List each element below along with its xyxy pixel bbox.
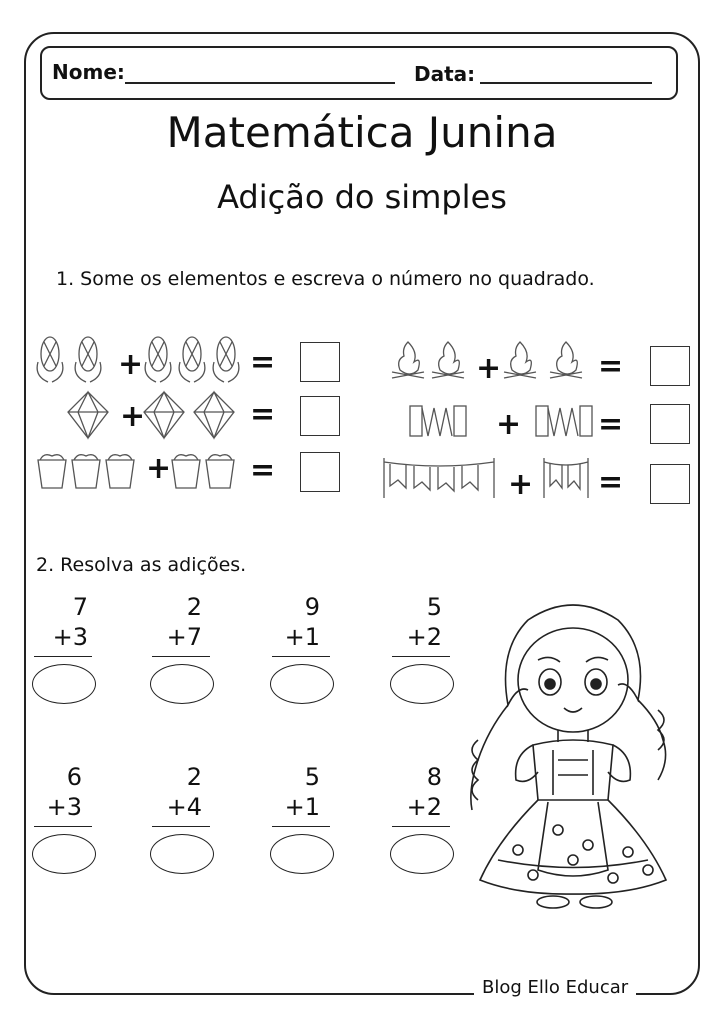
addition-problem: 9 +1: [284, 593, 320, 651]
answer-oval[interactable]: [150, 834, 214, 874]
bonfire-icon: [388, 338, 472, 384]
header-box: [40, 46, 678, 100]
answer-oval[interactable]: [32, 664, 96, 704]
plus-sign: +: [508, 467, 534, 502]
answer-box[interactable]: [300, 342, 340, 382]
addition-problem: 7 +3: [52, 593, 88, 651]
answer-line: [392, 826, 450, 827]
answer-oval[interactable]: [270, 834, 334, 874]
answer-box[interactable]: [650, 346, 690, 386]
date-label: Data:: [414, 62, 476, 86]
answer-box[interactable]: [650, 404, 690, 444]
date-field[interactable]: [480, 82, 652, 84]
answer-box[interactable]: [300, 396, 340, 436]
answer-line: [272, 826, 330, 827]
answer-box[interactable]: [300, 452, 340, 492]
footer-credit: Blog Ello Educar: [474, 977, 636, 998]
bunting-flags-icon: [380, 456, 498, 500]
balloon-lantern-icon: [140, 390, 240, 440]
addition-problem: 2 +4: [166, 763, 202, 821]
plus-sign: +: [496, 407, 522, 442]
equals-sign: =: [598, 407, 624, 442]
answer-oval[interactable]: [32, 834, 96, 874]
answer-line: [392, 656, 450, 657]
festa-junina-girl-illustration: [458, 590, 688, 910]
equals-sign: =: [250, 397, 276, 432]
bonfire-icon: [500, 338, 590, 384]
name-field[interactable]: [125, 82, 395, 84]
popcorn-icon: [34, 450, 140, 490]
answer-line: [152, 656, 210, 657]
answer-line: [34, 656, 92, 657]
name-label: Nome:: [52, 60, 125, 84]
equals-sign: =: [250, 345, 276, 380]
accordion-icon: [408, 402, 468, 440]
addition-problem: 2 +7: [166, 593, 202, 651]
addition-problem: 5 +1: [284, 763, 320, 821]
equals-sign: =: [250, 453, 276, 488]
equals-sign: =: [598, 349, 624, 384]
equals-sign: =: [598, 465, 624, 500]
popcorn-icon: [168, 450, 240, 490]
accordion-icon: [534, 402, 594, 440]
addition-problem: 6 +3: [46, 763, 82, 821]
page-title: Matemática Junina: [166, 108, 558, 157]
section1-instruction: 1. Some os elementos e escreva o número no quadrado.: [56, 268, 595, 290]
answer-line: [152, 826, 210, 827]
balloon-lantern-icon: [64, 390, 112, 440]
plus-sign: +: [118, 347, 144, 382]
addition-problem: 5 +2: [406, 593, 442, 651]
corn-icon: [140, 332, 245, 384]
answer-line: [34, 826, 92, 827]
answer-oval[interactable]: [390, 664, 454, 704]
plus-sign: +: [120, 399, 146, 434]
page-subtitle: Adição do simples: [217, 178, 507, 216]
addition-problem: 8 +2: [406, 763, 442, 821]
answer-oval[interactable]: [390, 834, 454, 874]
answer-line: [272, 656, 330, 657]
plus-sign: +: [146, 451, 172, 486]
answer-box[interactable]: [650, 464, 690, 504]
answer-oval[interactable]: [270, 664, 334, 704]
answer-oval[interactable]: [150, 664, 214, 704]
plus-sign: +: [476, 351, 502, 386]
bunting-flags-icon: [540, 456, 592, 500]
section2-instruction: 2. Resolva as adições.: [36, 554, 247, 576]
corn-icon: [30, 332, 110, 384]
